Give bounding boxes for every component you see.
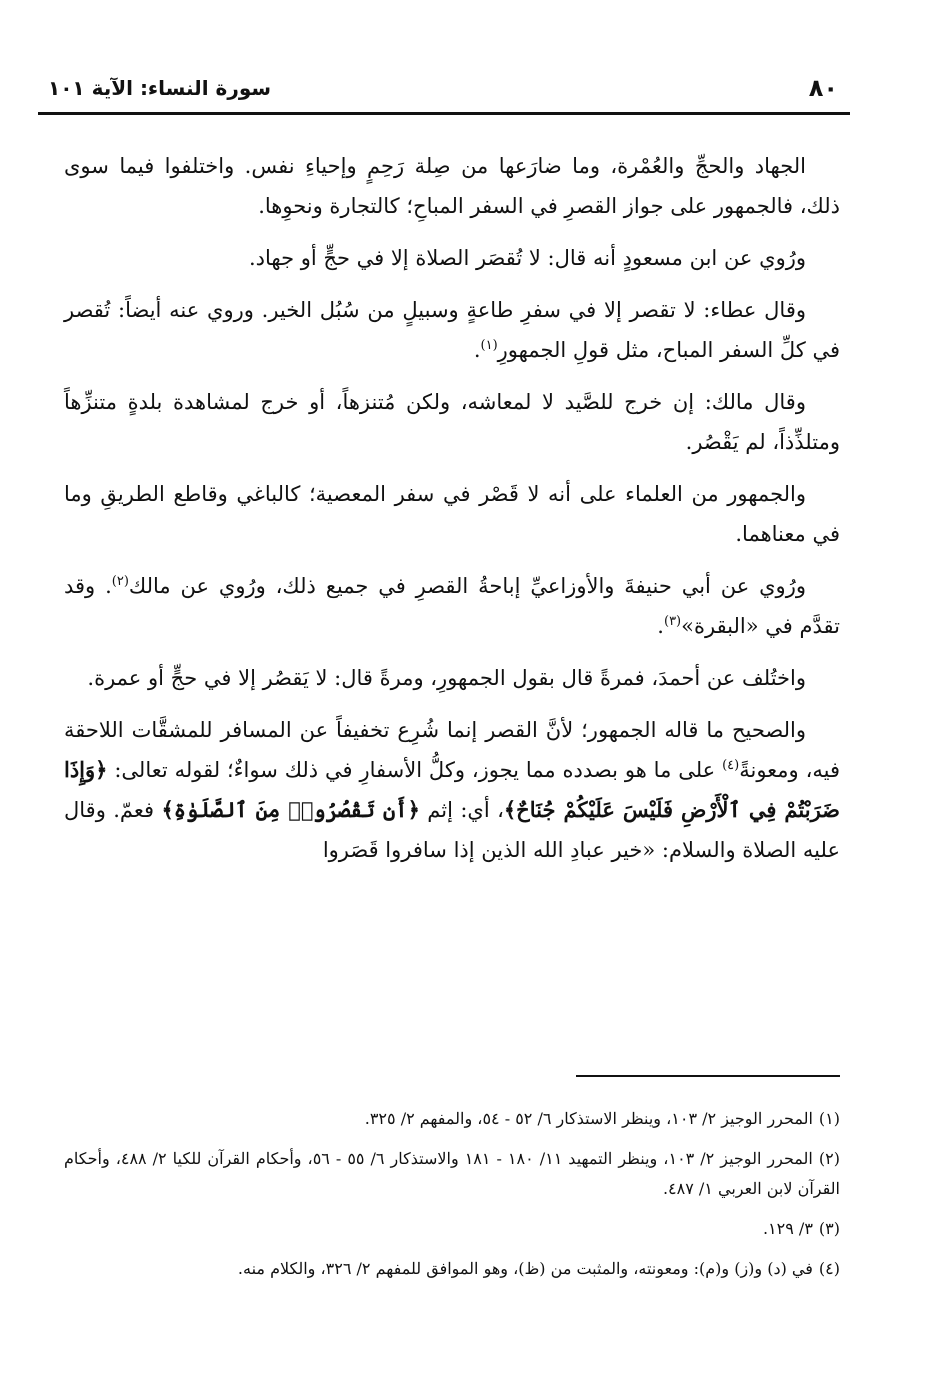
- paragraph-8-d: فعمّ. وقال عليه الصلاة والسلام: «خير عبادِ الله الذين إذا سافروا قَصَروا: [64, 798, 840, 862]
- paragraph-8: [64, 710, 840, 870]
- paragraph-8-b: على ما هو بصدده مما يجوز، وكلُّ الأسفارِ في ذلك سواءٌ؛ لقوله تعالى:: [107, 758, 723, 782]
- paragraph-6: [64, 566, 840, 646]
- footnote-text: في (د) و(ز) و(م): ومعونته، والمثبت من (ظ)، وهو الموافق للمفهم ٢/ ٣٢٦، والكلام منه.: [237, 1259, 813, 1278]
- paragraph-8-a: والصحيح ما قاله الجمهور؛ لأنَّ القصر إنما شُرِع تخفيفاً عن المسافر للمشقَّات اللاحقة فيه، ومعونةً: [64, 718, 840, 782]
- footnote-number: (٤): [818, 1259, 840, 1278]
- footnote-1: [64, 1104, 840, 1134]
- paragraph-6-end: .: [657, 614, 664, 638]
- footnote-3: [64, 1214, 840, 1244]
- footnote-text: ٣/ ١٢٩.: [762, 1219, 813, 1238]
- quran-verse-1: ﴿وَإِذَا ضَرَبْتُمْ فِي ٱلْأَرْضِ فَلَيْسَ عَلَيْكُمْ جُنَاحٌ﴾: [64, 757, 840, 822]
- paragraph-3-text: وقال عطاء: لا تقصر إلا في سفرِ طاعةٍ وسبيلٍ من سُبُل الخير. وروي عنه أيضاً: تُقصر في كلِّ السفر المباح، مثل قولِ الجمهورِ: [64, 298, 840, 362]
- page-number: ٨٠: [808, 74, 838, 102]
- footnote-number: (١): [818, 1109, 840, 1128]
- header-rule: [38, 112, 850, 115]
- paragraph-1: الجهاد والحجِّ والعُمْرة، وما ضارَعها من صِلة رَحِمٍ وإحياءِ نفس. واختلفوا فيما سوى ذلك، فالجمهور على جواز القصرِ في السفر المباحِ؛ كالتجارة ونحوِها.: [64, 154, 840, 218]
- footnote-ref-3: (٣): [663, 614, 682, 629]
- paragraph-6-text: ورُوي عن أبي حنيفةَ والأوزاعيِّ إباحةُ القصرِ في جميع ذلك، ورُوي عن مالك: [128, 574, 806, 598]
- paragraph-6-mid: . وقد تقدَّم في «البقرة»: [64, 574, 840, 638]
- footnote-number: (٣): [818, 1219, 840, 1238]
- footnote-text: المحرر الوجيز ٢/ ١٠٣، وينظر التمهيد ١١/ ١٨٠ - ١٨١ والاستذكار ٦/ ٥٥ - ٥٦، وأحكام القرآن للكيا ٢/ ٤٨٨، وأحكام القرآن لابن العربي ١/ ٤٨٧.: [64, 1149, 840, 1198]
- footnote-rule: [576, 1075, 840, 1077]
- footnote-2: [64, 1144, 840, 1204]
- paragraph-4: وقال مالك: إن خرج للصَّيد لا لمعاشه، ولكن مُتنزهاً، أو خرج لمشاهدة بلدةٍ متنزِّهاً ومتلذِّذاً، لم يَقْصُر.: [64, 390, 840, 454]
- paragraph-5: والجمهور من العلماء على أنه لا قَصْر في سفر المعصية؛ كالباغي وقاطع الطريقِ وما في معناهما.: [64, 482, 840, 546]
- paragraph-7: واختُلف عن أحمدَ، فمرةً قال بقول الجمهورِ، ومرةً قال: لا يَقصُر إلا في حجٍّ أو عمرة.: [87, 666, 806, 690]
- footnote-text: المحرر الوجيز ٢/ ١٠٣، وينظر الاستذكار ٦/ ٥٢ - ٥٤، والمفهم ٢/ ٣٢٥.: [364, 1109, 813, 1128]
- paragraph-2: ورُوي عن ابن مسعودٍ أنه قال: لا تُقصَر الصلاة إلا في حجٍّ أو جهاد.: [248, 246, 806, 270]
- footnote-4: [64, 1254, 840, 1284]
- footnote-number: (٢): [818, 1149, 840, 1168]
- footnote-ref-2: (٢): [111, 574, 129, 589]
- main-text: [64, 146, 840, 882]
- footnote-ref-1: (١): [480, 338, 498, 353]
- footnote-ref-4: (٤): [722, 758, 740, 773]
- paragraph-3: [64, 290, 840, 370]
- paragraph-8-c: ، أي: إثم: [419, 798, 504, 822]
- quran-verse-2: ﴿أَن تَقْصُرُوا۟ مِنَ ٱلصَّلَوٰةِ﴾: [161, 797, 420, 822]
- running-title: سورة النساء: الآية ١٠١: [48, 76, 272, 100]
- footnotes: [64, 1104, 840, 1294]
- page-header: [38, 70, 848, 110]
- paragraph-3-end: .: [473, 338, 481, 362]
